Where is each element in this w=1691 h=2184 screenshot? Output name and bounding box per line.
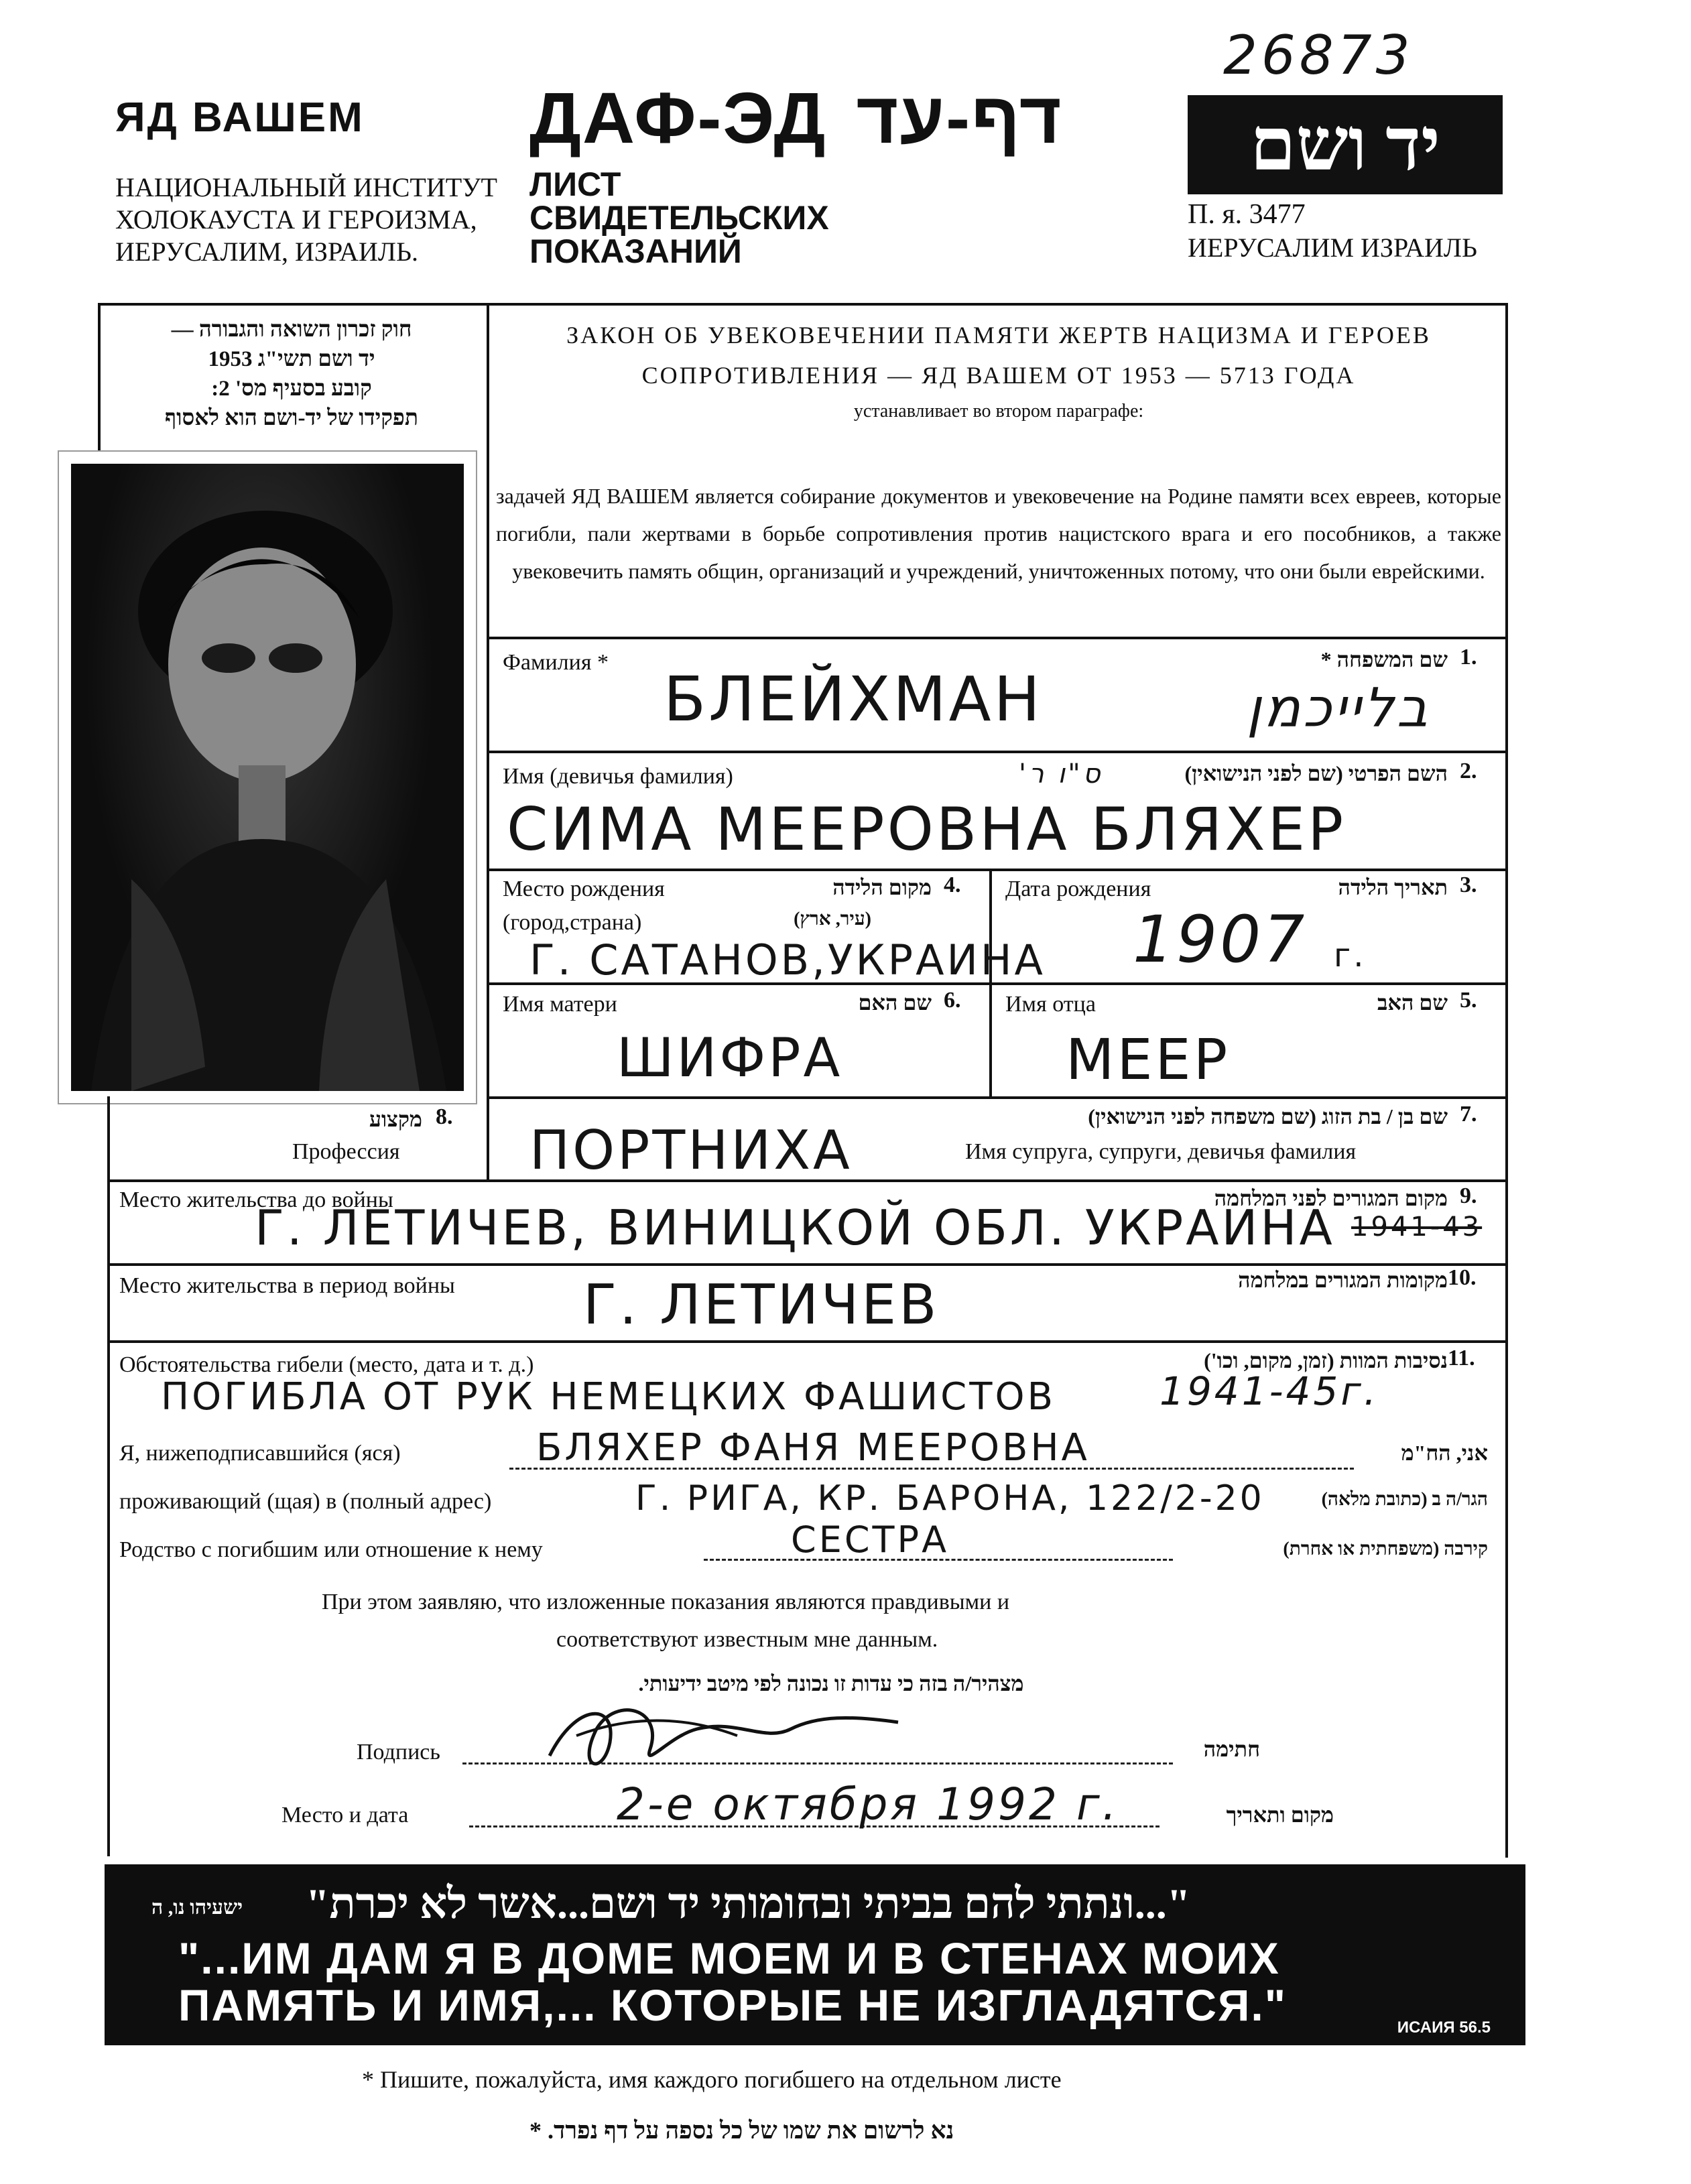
wartime-residence-label-he: מקומות המגורים במלחמה xyxy=(1238,1268,1448,1292)
quote-ru-line: "...ИМ ДАМ Я В ДОМЕ МОЕМ И В СТЕНАХ МОИХ xyxy=(178,1933,1280,1983)
prewar-residence-label: Место жительства до войны xyxy=(119,1187,393,1212)
institute-name xyxy=(115,172,497,268)
surname-value-he: בלייכמן xyxy=(1247,677,1430,739)
father-name-label: Имя отца xyxy=(1005,992,1096,1017)
field-number: 7. xyxy=(1460,1102,1477,1127)
birthplace-label-he-sub: (עיר, ארץ) xyxy=(794,909,871,929)
row-rule xyxy=(487,751,1508,753)
relation-label: Родство с погибшим или отношение к нему xyxy=(119,1537,543,1562)
signature-icon xyxy=(536,1689,912,1783)
statement-line: соответствуют известным мне данным. xyxy=(556,1627,938,1652)
institute-line: ХОЛОКАУСТА И ГЕРОИЗМА, xyxy=(115,204,477,235)
quote-ru-line: ПАМЯТЬ И ИМЯ,... КОТОРЫЕ НЕ ИЗГЛАДЯТСЯ." xyxy=(178,1980,1288,2030)
frame-top-border xyxy=(98,303,1508,306)
daf-ed-ru: ДАФ-ЭД xyxy=(529,77,827,158)
address-label-he: הגר/ה ב (כתובת מלאה) xyxy=(1321,1489,1488,1510)
birth-date-label-he: תאריך הלידה xyxy=(1338,875,1448,899)
father-name-value: МЕЕР xyxy=(1066,1027,1231,1092)
row-rule xyxy=(487,637,1508,639)
spouse-label: Имя супруга, супруги, девичья фамилия xyxy=(965,1139,1357,1164)
law-divider xyxy=(487,303,489,638)
death-date-value: 1941-45г. xyxy=(1160,1368,1379,1414)
row-rule xyxy=(487,869,1508,871)
po-box: П. я. 3477 xyxy=(1188,199,1306,230)
law-heading xyxy=(496,315,1501,422)
birthplace-label: Место рождения xyxy=(503,877,665,901)
victim-photo xyxy=(58,450,477,1104)
quote-he: "...ונתתי להם בביתי ובחומותי יד ושם...אשר לא יכרת" xyxy=(306,1880,1191,1927)
profession-label-he: מקצוע xyxy=(369,1107,422,1131)
father-name-label-he: שם האב xyxy=(1377,990,1448,1015)
first-name-label: Имя (девичья фамилия) xyxy=(503,764,733,789)
field-number: 6. xyxy=(944,988,961,1013)
place-date-label: Место и дата xyxy=(281,1803,409,1827)
wartime-residence-label: Место жительства в период войны xyxy=(119,1273,455,1298)
field-number: 3. xyxy=(1460,873,1477,897)
footnote-ru: * Пишите, пожалуйста, имя каждого погибшего на отдельном листе xyxy=(362,2066,1062,2093)
death-circumstances-label-he: נסיבות המוות (זמן, מקום, וכו') xyxy=(1204,1348,1448,1372)
hebrew-law-line: תפקידו של יד-ושם הוא לאסוף xyxy=(165,406,418,430)
birthplace-label-he: מקום הלידה xyxy=(832,875,932,899)
yad-vashem-title-ru: ЯД ВАШЕМ xyxy=(115,94,365,141)
law-title-line: СОПРОТИВЛЕНИЯ — ЯД ВАШЕМ ОТ 1953 — 5713 ГОДА xyxy=(641,362,1356,389)
first-name-note-he: ס"ו ר' xyxy=(1019,759,1103,789)
place-date-value: 2-е октября 1992 г. xyxy=(617,1779,1119,1830)
profession-label: Профессия xyxy=(292,1139,400,1164)
field-number: 10. xyxy=(1448,1265,1477,1290)
field-number: 4. xyxy=(944,873,961,897)
relation-value: СЕСТРА xyxy=(791,1519,950,1561)
city: ИЕРУСАЛИМ ИЗРАИЛЬ xyxy=(1188,233,1477,263)
birth-date-value: 1907 xyxy=(1133,902,1308,977)
field-number: 9. xyxy=(1460,1183,1477,1208)
birth-date-label: Дата рождения xyxy=(1005,877,1151,901)
footnote-he: נא לרשום את שמו של כל נספה על דף נפרד. * xyxy=(529,2117,954,2144)
profession-value: ПОРТНИХА xyxy=(529,1119,853,1181)
field-number: 5. xyxy=(1460,988,1477,1013)
hebrew-law-line: קובע בסעיף מס' 2: xyxy=(211,377,372,401)
institute-line: ИЕРУСАЛИМ, ИЗРАИЛЬ. xyxy=(115,237,418,267)
hebrew-law-line: יד ושם תשי"ג 1953 xyxy=(208,347,375,371)
hebrew-law-line: חוק זכרון השואה והגבורה — xyxy=(171,318,412,342)
prewar-residence-value: Г. ЛЕТИЧЕВ, ВИНИЦКОЙ ОБЛ. УКРАИНА xyxy=(255,1200,1335,1256)
sheet-line: СВИДЕТЕЛЬСКИХ xyxy=(529,199,829,237)
frame-left-border xyxy=(107,1340,110,1856)
death-circumstances-label: Обстоятельства гибели (место, дата и т. д.) xyxy=(119,1352,534,1377)
surname-label-he: שם המשפחה * xyxy=(1320,647,1448,671)
address-value: Г. РИГА, КР. БАРОНА, 122/2-20 xyxy=(635,1478,1265,1519)
wartime-residence-value: Г. ЛЕТИЧЕВ xyxy=(583,1273,940,1337)
mother-name-label: Имя матери xyxy=(503,992,617,1017)
field-number: 8. xyxy=(436,1104,453,1129)
field-number: 11. xyxy=(1448,1346,1475,1370)
yad-vashem-logo: יד ושם xyxy=(1188,95,1503,194)
law-subtitle: устанавливает во втором параграфе: xyxy=(853,401,1144,422)
place-date-label-he: מקום ותאריך xyxy=(1226,1803,1334,1827)
frame-left-border xyxy=(107,1096,110,1340)
row-rule xyxy=(107,1340,1508,1343)
spouse-label-he: שם בן / בת הזוג (שם משפחה לפני הנישואין) xyxy=(1088,1104,1448,1129)
birth-date-suffix: г. xyxy=(1334,937,1367,974)
institute-line: НАЦИОНАЛЬНЫЙ ИНСТИТУТ xyxy=(115,172,497,202)
signature-label-he: חתימה xyxy=(1203,1737,1260,1761)
hebrew-law-text xyxy=(101,315,483,433)
address-label: проживающий (щая) в (полный адрес) xyxy=(119,1489,492,1514)
law-title-line: ЗАКОН ОБ УВЕКОВЕЧЕНИИ ПАМЯТИ ЖЕРТВ НАЦИЗМА И ГЕРОЕВ xyxy=(566,322,1431,348)
row-rule xyxy=(107,1263,1508,1266)
quote-ref-he: ישעיהו נו, ה xyxy=(151,1897,243,1919)
file-number: 26873 xyxy=(1223,24,1414,86)
quote-ref-ru: ИСАИЯ 56.5 xyxy=(1397,2018,1491,2037)
birthplace-value: Г. САТАНОВ,УКРАИНА xyxy=(529,936,1046,984)
field-number: 1. xyxy=(1460,645,1477,669)
statement-he: מצהיר/ה בזה כי עדות זו נכונה לפי מיטב ידיעותי. xyxy=(638,1671,1024,1695)
prewar-residence-struck: 1941-43 xyxy=(1351,1212,1483,1242)
photo-image xyxy=(71,464,464,1091)
daf-ed-he: דף-עד xyxy=(856,77,1063,158)
declarant-label: Я, нижеподписавшийся (яся) xyxy=(119,1441,401,1466)
birthplace-label-sub: (город,страна) xyxy=(503,910,642,935)
row-rule xyxy=(487,1096,1508,1099)
mother-name-label-he: שם האם xyxy=(858,990,932,1015)
relation-label-he: קירבה (משפחתית או אחרת) xyxy=(1283,1539,1488,1559)
surname-label: Фамилия * xyxy=(503,650,609,675)
daf-ed-title xyxy=(529,77,1063,158)
mother-name-value: ШИФРА xyxy=(617,1027,843,1089)
field-number: 2. xyxy=(1460,759,1477,783)
declarant-name: БЛЯХЕР ФАНЯ МЕЕРОВНА xyxy=(536,1426,1090,1470)
first-name-label-he: השם הפרטי (שם לפני הנישואין) xyxy=(1184,761,1448,785)
sheet-line: ПОКАЗАНИЙ xyxy=(529,233,742,270)
statement-line: При этом заявляю, что изложенные показания являются правдивыми и xyxy=(322,1590,1010,1614)
law-body: задачей ЯД ВАШЕМ является собирание документов и увековечение на Родине памяти всех евреев, которые погибли, пали жертвами в борьбе сопротивления против нацистского врага и его пособников, а также увековечить память общин, организаций и учреждений, уничтоженных потому, что они были еврейскими. xyxy=(496,484,1501,583)
death-circumstances-value: ПОГИБЛА ОТ РУК НЕМЕЦКИХ ФАШИСТОВ xyxy=(161,1375,1056,1419)
quote-banner xyxy=(105,1864,1525,2045)
frame-right-border xyxy=(1505,303,1508,1858)
first-name-value: СИМА МЕЕРОВНА БЛЯХЕР xyxy=(507,795,1346,864)
surname-value: БЛЕЙХМАН xyxy=(664,663,1043,735)
signature-label: Подпись xyxy=(357,1740,440,1764)
sheet-subtitle xyxy=(529,168,829,268)
portrait-icon xyxy=(71,464,464,1091)
sheet-line: ЛИСТ xyxy=(529,166,621,203)
prewar-residence-label-he: מקום המגורים לפני המלחמה xyxy=(1214,1186,1448,1210)
declarant-label-he: אני, הח"מ xyxy=(1401,1441,1488,1465)
column-rule xyxy=(487,1096,489,1179)
